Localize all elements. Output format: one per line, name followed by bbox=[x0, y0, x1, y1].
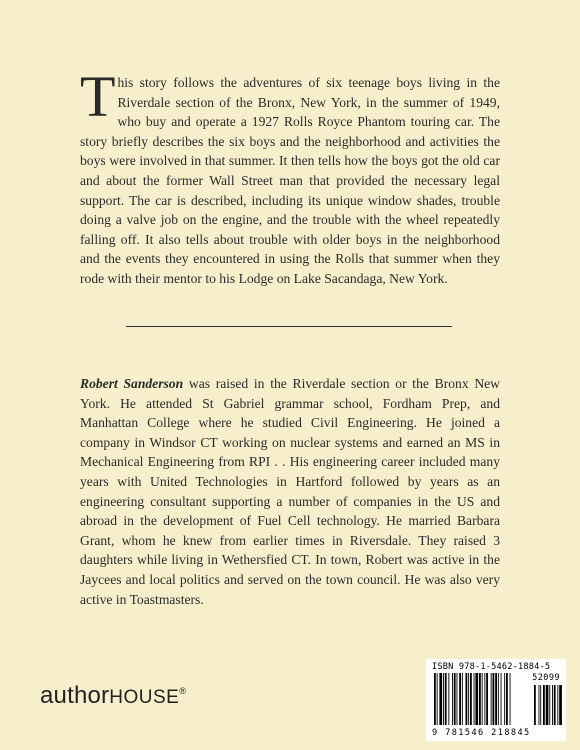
publisher-logo-upper: HOUSE bbox=[109, 687, 180, 708]
blurb-text: his story follows the adventures of six teenage boys living in the Riverdale section of the Bronx, New York, in the summer of 1949, who buy and operate a 1927 Rolls Royce Phantom touring car. The story briefly describes the six boys and the neighborhood and activities the boys were involved in that summer. It then tells how the boys got the old car and about the former Wall Street man that provided the necessary legal support. The car is described, including its unique window shades, trouble doing a valve job on the engine, and the trouble with the wheel repeatedly falling off. It also tells about trouble with older boys in the neighborhood and the events they encountered in using the Rolls that summer when they rode with their mentor to his Lodge on Lake Sacandaga, New York. bbox=[80, 75, 500, 286]
drop-cap: T bbox=[80, 64, 116, 129]
back-cover-blurb bbox=[80, 64, 500, 289]
bio-text: was raised in the Riverdale section or the Bronx New York. He attended St Gabriel grammar school, Fordham Prep, and Manhattan College where he studied Civil Engineering. He joined a company in Windsor CT working on nuclear systems and earned an MS in Mechanical Engineering from RPI . . His engineering career included many years with United Technologies in Hartford followed by years as an engineering consultant supporting a number of companies in the US and abroad in the development of Fuel Cell technology. He married Barbara Grant, whom he knew from earlier times in Riversdale. They raised 3 daughters while living in Wethersfied CT. In town, Robert was active in the Jaycees and local politics and served on the town council. He was also very active in Toastmasters. bbox=[80, 376, 500, 607]
publisher-logo-lower: author bbox=[40, 682, 110, 709]
barcode-ean-number: 9 781546 218845 bbox=[432, 728, 531, 738]
author-name: Robert Sanderson bbox=[80, 376, 184, 391]
author-bio bbox=[80, 374, 500, 609]
registered-mark: ® bbox=[179, 686, 187, 696]
barcode-addon-code: 52099 bbox=[532, 673, 560, 683]
publisher-logo bbox=[40, 682, 186, 710]
section-divider bbox=[126, 326, 452, 327]
isbn-label: ISBN 978-1-5462-1884-5 bbox=[432, 662, 551, 672]
isbn-barcode bbox=[426, 659, 566, 741]
